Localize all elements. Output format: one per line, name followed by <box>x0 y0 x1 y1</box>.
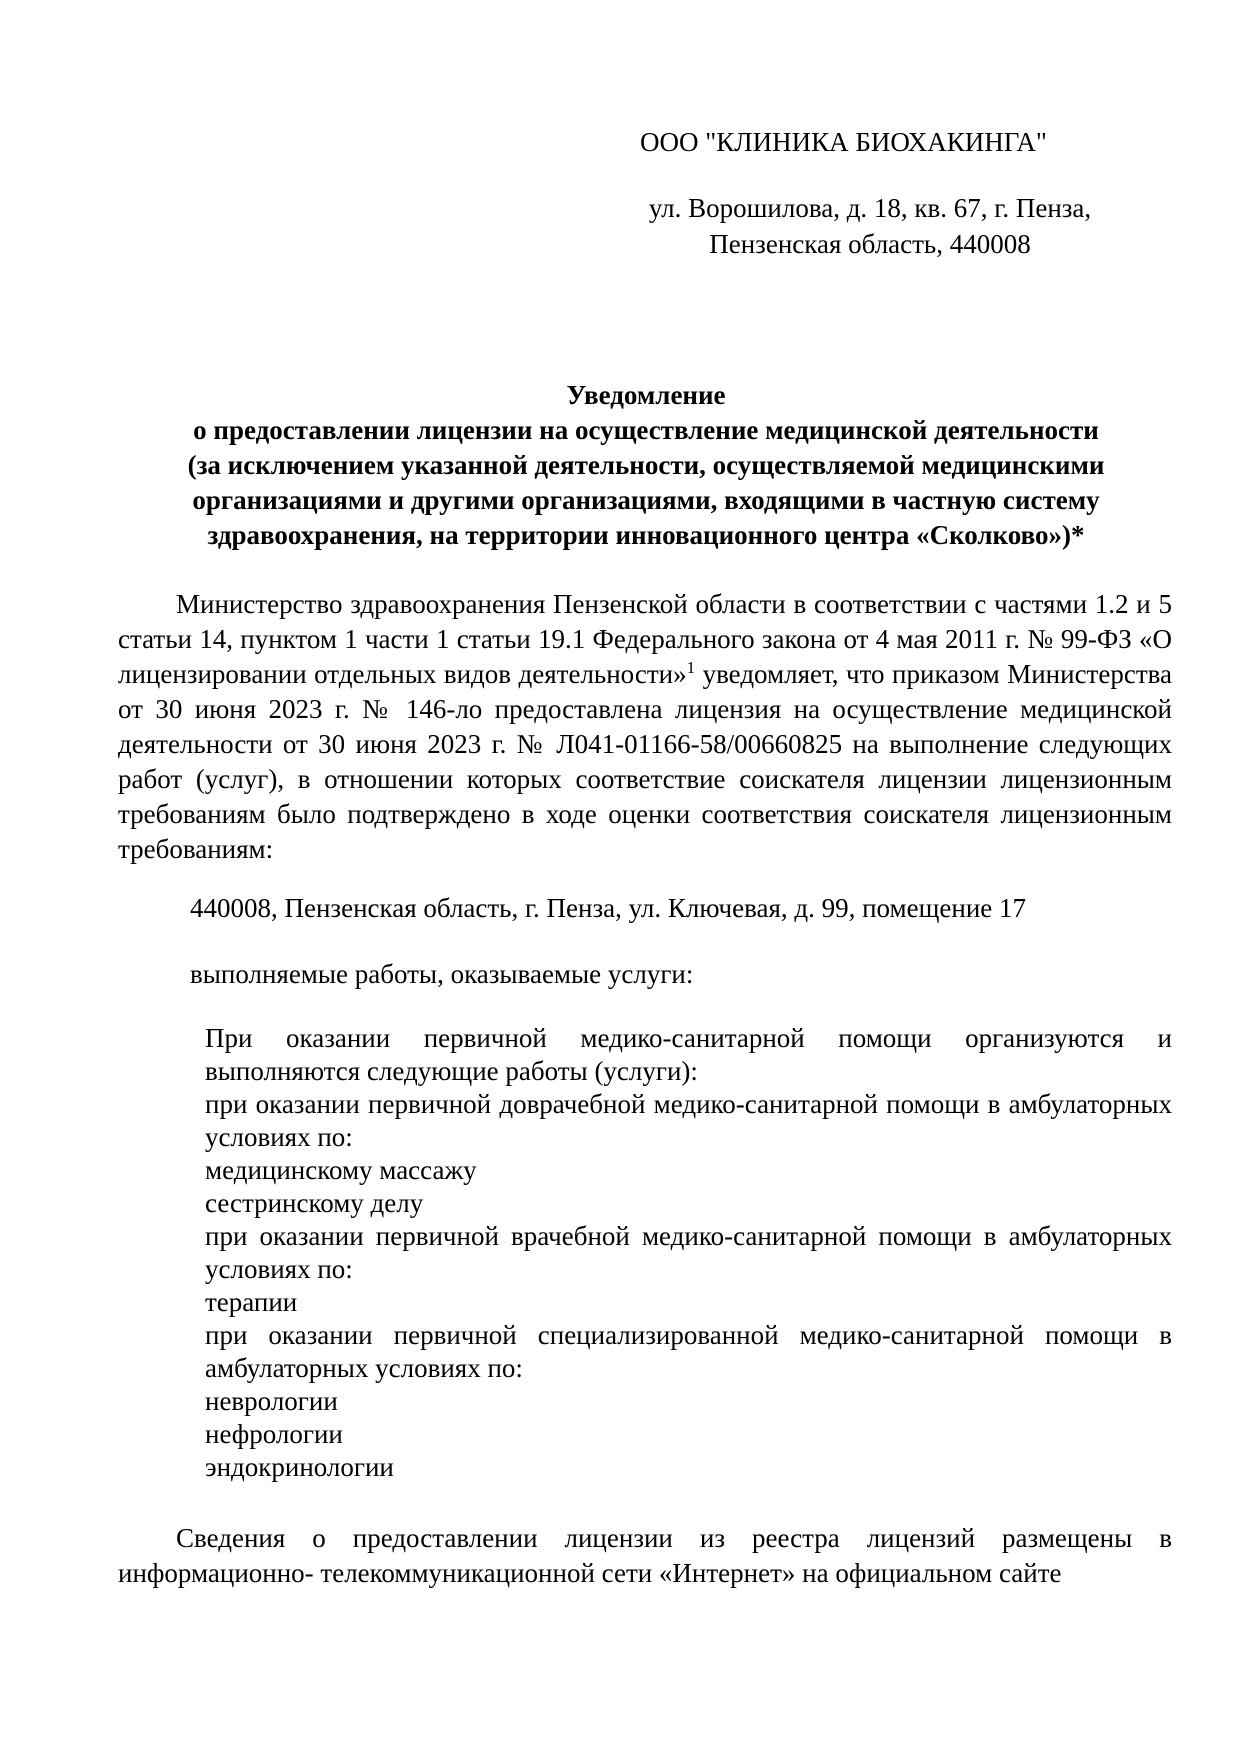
recipient-name: ООО "КЛИНИКА БИОХАКИНГА" <box>640 127 1047 157</box>
service-item: терапии <box>205 1287 298 1317</box>
recipient-address <box>600 190 1140 262</box>
closing-paragraph: Сведения о предоставлении лицензии из реестра лицензий размещены в информационно- телекоммуникационной сети «Интернет» на официальном сайте <box>118 1523 1172 1588</box>
services-list <box>205 1022 1172 1484</box>
title-line-2: о предоставлении лицензии на осуществление медицинской деятельности <box>193 415 1099 445</box>
service-item: медицинскому массажу <box>205 1155 477 1185</box>
footnote-mark: 1 <box>686 658 696 677</box>
services-intro: При оказании первичной медико-санитарной помощи организуются и выполняются следующие работы (услуги): <box>205 1023 1172 1086</box>
title-line-5: здравоохранения, на территории инновационного центра «Сколково»)* <box>207 520 1085 550</box>
services-heading: выполняемые работы, оказываемые услуги: <box>190 959 694 989</box>
location-address: 440008, Пензенская область, г. Пенза, ул. Ключевая, д. 99, помещение 17 <box>190 893 1027 923</box>
service-item: эндокринологии <box>205 1452 394 1482</box>
service-item: неврологии <box>205 1386 338 1416</box>
title-line-3: (за исключением указанной деятельности, осуществляемой медицинскими <box>187 450 1105 480</box>
address-line-2: Пензенская область, 440008 <box>709 229 1031 259</box>
group-heading-physician: при оказании первичной врачебной медико-санитарной помощи в амбулаторных условиях по: <box>205 1221 1172 1284</box>
title-line-4: организациями и другими организациями, входящими в частную систему <box>192 485 1100 515</box>
group-heading-specialized: при оказании первичной специализированной медико-санитарной помощи в амбулаторных условиях по: <box>205 1320 1172 1383</box>
group-heading-prehospital: при оказании первичной доврачебной медико-санитарной помощи в амбулаторных условиях по: <box>205 1089 1172 1152</box>
body-paragraph <box>118 587 1172 867</box>
service-item: нефрологии <box>205 1419 343 1449</box>
address-line-1: ул. Ворошилова, д. 18, кв. 67, г. Пенза, <box>648 193 1092 223</box>
notice-title <box>120 378 1172 553</box>
body-text-part-2: уведомляет, что приказом Министерства от 30 июня 2023 г. № 146-ло предоставлена лицензия на осуществление медицинской деятельности от 30 июня 2023 г. № Л041-01166-58/00660825 на выполнение следующих работ (услуг), в отношении которых соответствие соискателя лицензии лицензионным требованиям было подтверждено в ходе оценки соответствия соискателя лицензионным требованиям: <box>118 659 1173 864</box>
service-item: сестринскому делу <box>205 1188 424 1218</box>
title-line-1: Уведомление <box>566 380 726 410</box>
body-text-part-1: Министерство здравоохранения Пензенской области в соответствии с частями 1.2 и 5 статьи 14, пунктом 1 части 1 статьи 19.1 Федерального закона от 4 мая 2011 г. № 99-ФЗ «О лицензировании отдельных видов деятельности» <box>118 589 1172 689</box>
